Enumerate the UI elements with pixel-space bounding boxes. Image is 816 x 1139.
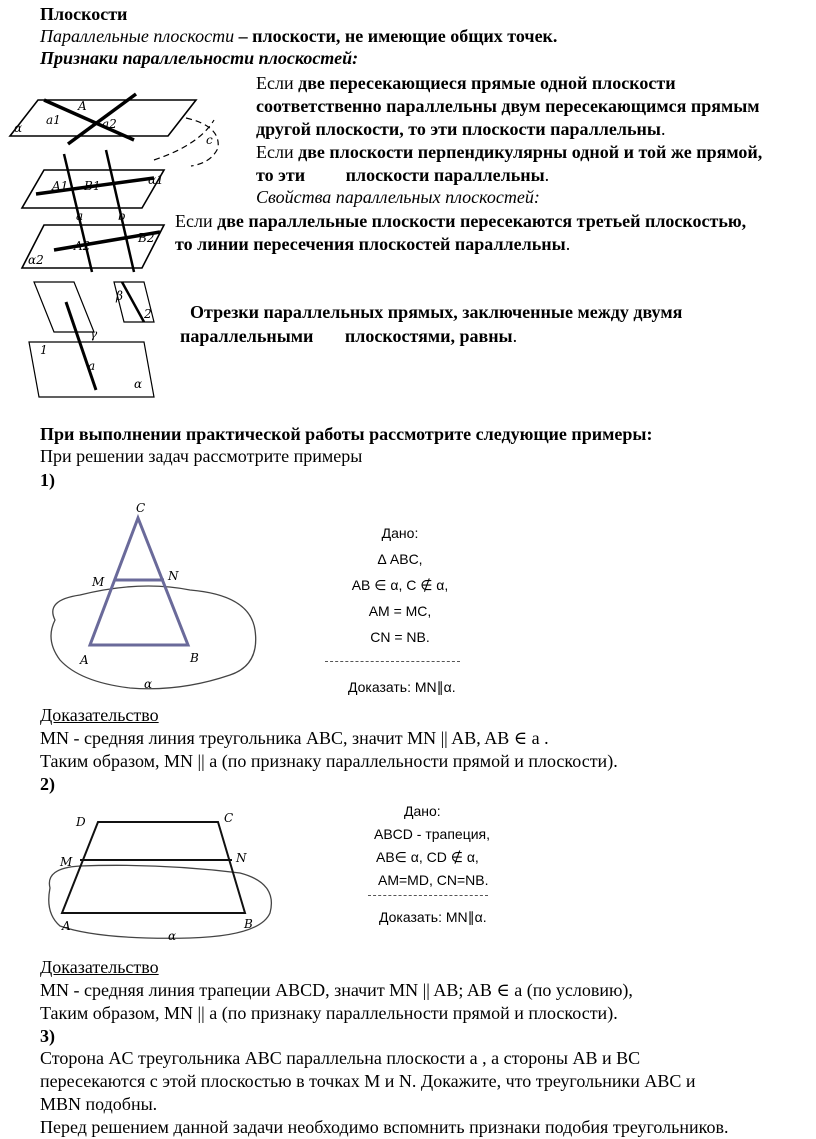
example-1-proof-label: Доказательство: [40, 705, 159, 725]
example-1-number: 1): [40, 470, 55, 490]
example-1-diagram: [40, 500, 280, 700]
ex1-diagram-label: α: [144, 677, 153, 691]
fig2-label: A2: [74, 239, 91, 253]
fig1-label: α: [14, 121, 23, 135]
ex1-diagram-label: N: [168, 569, 179, 583]
theorem-2-end: .: [544, 165, 550, 185]
fig2-label: a: [76, 209, 84, 223]
given-line: AM=MD, CN=NB.: [378, 872, 489, 888]
theorem-4-end: .: [512, 326, 518, 346]
example-2-proof-label: Доказательство: [40, 957, 159, 977]
example-1-proof-line: Таким образом, MN || a (по признаку параллельности прямой и плоскости).: [40, 751, 618, 771]
fig3-label: α: [134, 377, 143, 391]
example-2-given: [362, 800, 492, 892]
given-line: Δ ABC,: [377, 551, 423, 567]
practice-intro: При решении задач рассмотрите примеры: [40, 446, 363, 466]
example-3-line: Сторона AC треугольника ABC параллельна плоскости a , а стороны AB и BC: [40, 1048, 641, 1068]
example-1-divider: [325, 661, 460, 662]
figure-parallel-segments: [24, 282, 174, 407]
fig2-label: B2: [138, 231, 155, 245]
ex2-diagram-label: D: [76, 815, 86, 829]
example-3-number: 3): [40, 1026, 55, 1046]
fig3-label: β: [116, 289, 123, 303]
example-3-line: Перед решением данной задачи необходимо вспомнить признаки подобия треугольников.: [40, 1117, 729, 1137]
theorem-1-line: другой плоскости, то эти плоскости параллельны: [256, 119, 661, 139]
fig2-label: α2: [28, 253, 44, 267]
example-2-proof-line: Таким образом, MN || a (по признаку параллельности прямой и плоскости).: [40, 1003, 618, 1023]
theorem-1-end: .: [660, 119, 666, 139]
given-line: ABCD - трапеция,: [374, 826, 490, 842]
theorem-2-line: две плоскости перпендикулярны одной и той же прямой,: [298, 142, 763, 162]
parallel-planes-definition: [40, 26, 557, 47]
theorem-4: [180, 300, 682, 348]
definition-term: Параллельные плоскости: [40, 26, 235, 46]
theorem-3-pre: Если: [175, 211, 218, 231]
example-2-number: 2): [40, 774, 55, 794]
theorem-2-pre: Если: [256, 142, 299, 162]
example-1-given: [330, 520, 470, 650]
ex2-diagram-label: B: [244, 917, 253, 931]
theorem-3-line: то линии пересечения плоскостей параллельны: [175, 234, 566, 254]
ex1-diagram-label: B: [190, 651, 199, 665]
fig2-label: b: [118, 209, 126, 223]
ex1-diagram-label: A: [80, 653, 89, 667]
example-2-prove: Доказать: MN∥α.: [379, 909, 487, 925]
example-3-line: MBN подобны.: [40, 1094, 158, 1114]
given-line: AB∈ α, CD ∉ α,: [376, 849, 479, 865]
example-2-proof-line: MN - средняя линия трапеции ABCD, значит MN || AB; AB ∈ a (по условию),: [40, 980, 633, 1000]
fig3-label: γ: [90, 327, 98, 341]
fig3-label: 2: [144, 307, 152, 321]
theorem-4-line: параллельными плоскостями, равны: [180, 326, 513, 346]
ex1-diagram-label: M: [92, 575, 105, 589]
given-line: CN = NB.: [370, 629, 430, 645]
theorem-1-line: соответственно параллельны двум пересекающимся прямым: [256, 96, 760, 116]
example-2-divider: [368, 895, 488, 896]
given-line: AM = MC,: [368, 603, 432, 619]
fig1-label: A: [78, 99, 87, 113]
fig1-label: a1: [46, 113, 61, 127]
theorem-1-pre: Если: [256, 73, 299, 93]
theorem-3-end: .: [565, 234, 571, 254]
example-1-prove: Доказать: MN∥α.: [348, 679, 456, 695]
fig3-label: a: [88, 359, 96, 373]
fig1-label: a2: [102, 117, 117, 131]
figure-two-planes: [14, 150, 204, 275]
ex2-diagram-label: M: [60, 855, 73, 869]
fig2-label: B1: [84, 179, 101, 193]
example-1-proof-line: MN - средняя линия треугольника ABC, значит MN || AB, AB ∈ a .: [40, 728, 549, 748]
ex2-diagram-label: N: [236, 851, 247, 865]
fig3-label: 1: [40, 343, 48, 357]
theorem-2: [256, 141, 762, 187]
theorem-1-line: две пересекающиеся прямые одной плоскости: [298, 73, 676, 93]
fig2-label: A1: [52, 179, 69, 193]
theorem-3-line: две параллельные плоскости пересекаются третьей плоскостью,: [217, 211, 747, 231]
theorem-1: [256, 72, 760, 141]
theorem-4-line: Отрезки параллельных прямых, заключенные между двумя: [190, 302, 683, 322]
given-line: Дано:: [404, 803, 441, 819]
example-2-diagram: [40, 808, 280, 943]
properties-heading: Свойства параллельных плоскостей:: [256, 187, 540, 207]
page-title: Плоскости: [40, 4, 128, 24]
example-3-line: пересекаются с этой плоскостью в точках M и N. Докажите, что треугольники ABC и: [40, 1071, 696, 1091]
theorem-2-line: то эти плоскости параллельны: [256, 165, 545, 185]
ex2-diagram-label: C: [224, 811, 234, 825]
ex2-diagram-label: A: [62, 919, 71, 933]
given-line: Дано:: [381, 525, 419, 541]
given-line: AB ∈ α, C ∉ α,: [351, 577, 449, 593]
ex2-diagram-label: α: [168, 929, 177, 943]
fig1-label: c: [206, 133, 213, 147]
theorem-3: [175, 210, 746, 256]
fig2-label: α1: [148, 173, 164, 187]
signs-heading: Признаки параллельности плоскостей:: [40, 48, 359, 68]
ex1-diagram-label: C: [136, 501, 146, 515]
definition-text: – плоскости, не имеющие общих точек.: [234, 26, 558, 46]
practice-heading: При выполнении практической работы рассмотрите следующие примеры:: [40, 424, 653, 444]
